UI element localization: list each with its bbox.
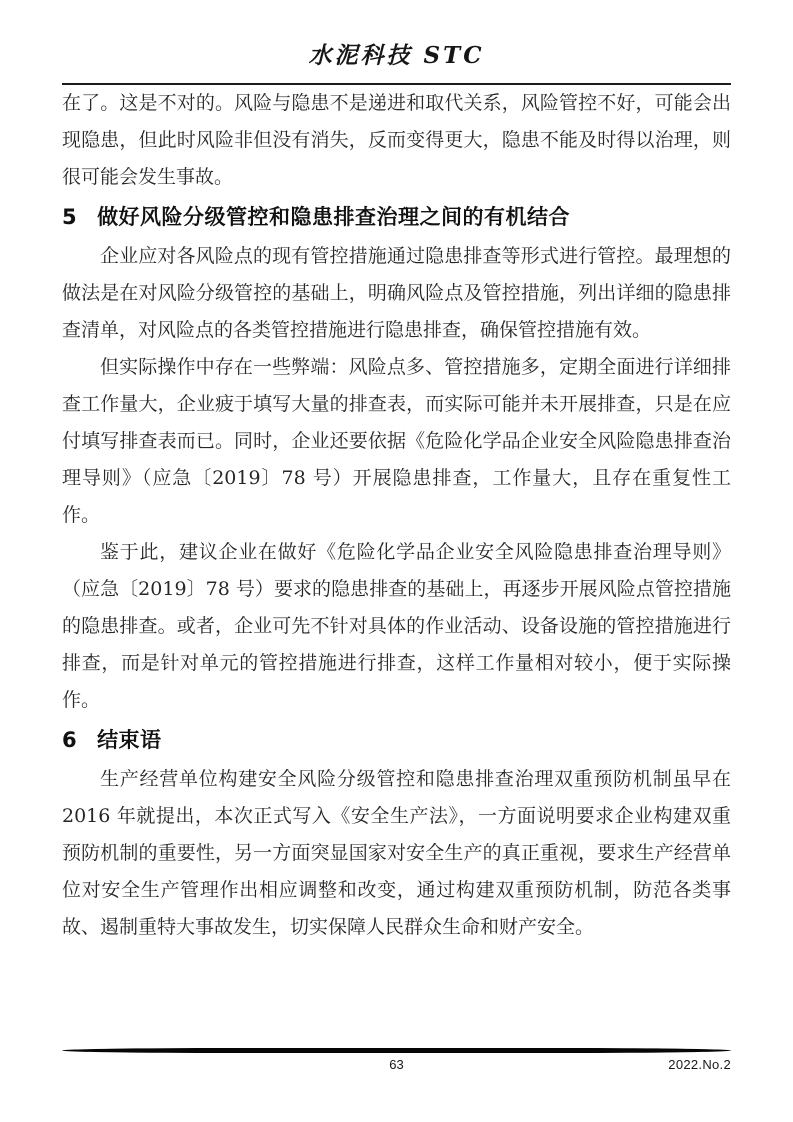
section-5-title: 做好风险分级管控和隐患排查治理之间的有机结合 <box>97 205 571 229</box>
section-6-heading <box>62 719 731 761</box>
footer-rule <box>62 1048 731 1053</box>
footer-row <box>62 1057 731 1075</box>
paragraph: 但实际操作中存在一些弊端：风险点多、管控措施多，定期全面进行详细排查工作量大，企业疲于填写大量的排查表，而实际可能并未开展排查，只是在应付填写排查表而已。同时，企业还要依据《危险化学品企业安全风险隐患排查治理导则》（应急〔2019〕78 号）开展隐患排查，工作量大，且存在重复性工作。 <box>62 356 731 526</box>
journal-title: 水泥科技 STC <box>308 42 485 69</box>
page-number: 63 <box>389 1057 404 1072</box>
page-footer <box>62 1048 731 1075</box>
paragraph: 鉴于此，建议企业在做好《危险化学品企业安全风险隐患排查治理导则》（应急〔2019〕78 号）要求的隐患排查的基础上，再逐步开展风险点管控措施的隐患排查。或者，企业可先不针对具体的作业活动、设备设施的管控措施进行排查，而是针对单元的管控措施进行排查，这样工作量相对较小，便于实际操作。 <box>62 541 731 711</box>
page-header <box>62 40 731 85</box>
section-6-title: 结束语 <box>97 728 162 752</box>
paragraph: 生产经营单位构建安全风险分级管控和隐患排查治理双重预防机制虽早在 2016 年就提出，本次正式写入《安全生产法》，一方面说明要求企业构建双重预防机制的重要性，另一方面突显国家对安全生产的真正重视，要求生产经营单位对安全生产管理作出相应调整和改变，通过构建双重预防机制，防范各类事故、遏制重特大事故发生，切实保障人民群众生命和财产安全。 <box>62 768 731 938</box>
paragraph-continuation: 在了。这是不对的。风险与隐患不是递进和取代关系，风险管控不好，可能会出现隐患，但此时风险非但没有消失，反而变得更大，隐患不能及时得以治理，则很可能会发生事故。 <box>62 92 731 188</box>
section-6-number: 6 <box>62 728 78 752</box>
paragraph: 企业应对各风险点的现有管控措施通过隐患排查等形式进行管控。最理想的做法是在对风险分级管控的基础上，明确风险点及管控措施，列出详细的隐患排查清单，对风险点的各类管控措施进行隐患排查，确保管控措施有效。 <box>62 245 731 341</box>
section-5-heading <box>62 196 731 238</box>
section-5-number: 5 <box>62 205 78 229</box>
issue-label: 2022.No.2 <box>668 1057 731 1072</box>
